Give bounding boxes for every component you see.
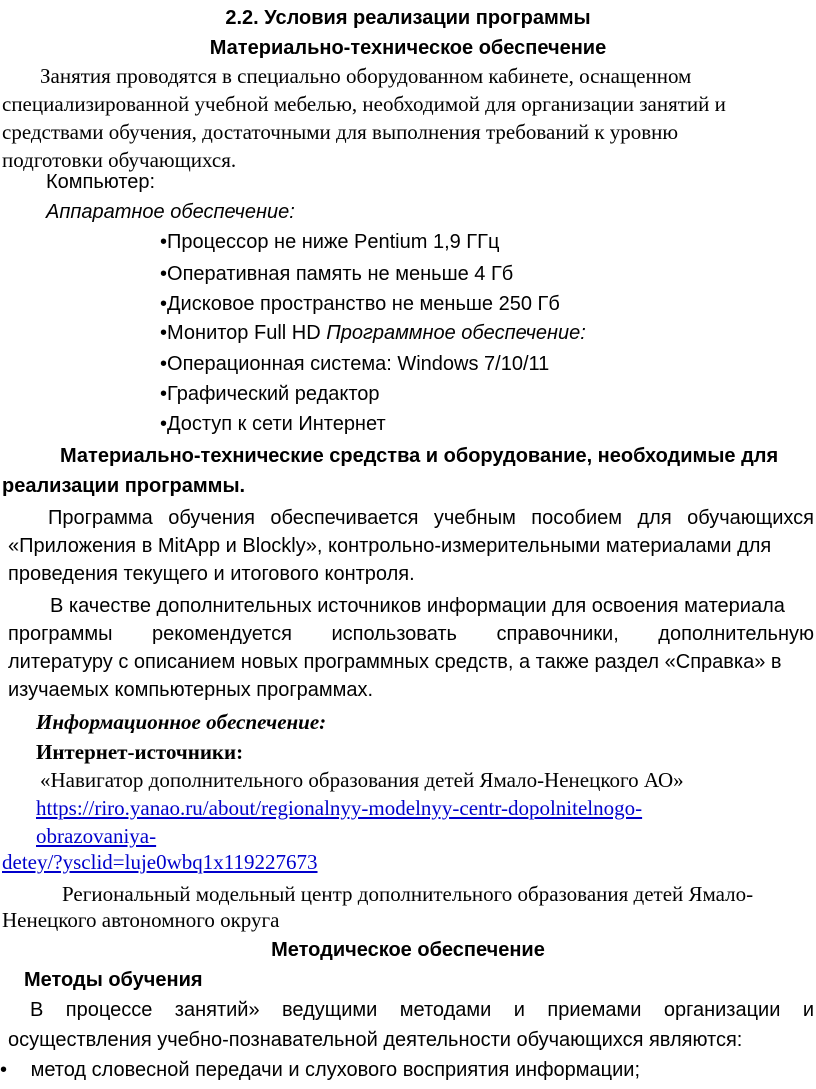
bullet-icon: • bbox=[160, 263, 168, 285]
hardware-label: Аппаратное обеспечение: bbox=[46, 201, 295, 223]
list-item: •Монитор Full HD Программное обеспечение: bbox=[160, 322, 586, 344]
internet-sources-label: Интернет-источники: bbox=[36, 740, 244, 764]
intro-line: Занятия проводятся в специально оборудованном кабинете, оснащенном bbox=[40, 64, 692, 88]
intro-line: средствами обучения, достаточными для выполнения требований к уровню bbox=[2, 120, 679, 144]
equipment-heading-cont: реализации программы. bbox=[2, 475, 246, 497]
regional-center-line: Региональный модельный центр дополнительного образования детей Ямало- bbox=[62, 882, 754, 906]
list-item: •Операционная система: Windows 7/10/11 bbox=[160, 353, 550, 375]
source-title: «Навигатор дополнительного образования детей Ямало-Ненецкого АО» bbox=[40, 768, 684, 792]
source-link[interactable]: https://riro.yanao.ru/about/regionalnyy-modelnyy-centr-dopolnitelnogo- bbox=[36, 796, 643, 820]
intro-line: подготовки обучающихся. bbox=[2, 148, 237, 172]
list-item: •Процессор не ниже Pentium 1,9 ГГц bbox=[160, 231, 500, 253]
source-link[interactable]: obrazovaniya- bbox=[36, 824, 157, 848]
bullet-icon: • bbox=[0, 1059, 8, 1081]
bullet-icon: • bbox=[160, 353, 168, 375]
list-item: •Оперативная память не меньше 4 Гб bbox=[160, 263, 514, 285]
list-item: •Доступ к сети Интернет bbox=[160, 413, 386, 435]
regional-center-line: Ненецкого автономного округа bbox=[2, 908, 280, 932]
methods-subheading: Методы обучения bbox=[24, 969, 203, 991]
methods-heading: Методическое обеспечение bbox=[271, 939, 545, 961]
equipment-para-line: В качестве дополнительных источников информации для освоения материала bbox=[50, 595, 785, 617]
bullet-icon: • bbox=[160, 413, 168, 435]
bullet-icon: • bbox=[160, 231, 168, 253]
methods-para-line: осуществления учебно-познавательной деятельности обучающихся являются: bbox=[8, 1029, 743, 1051]
software-label: Программное обеспечение: bbox=[326, 322, 586, 344]
list-item: • метод словесной передачи и слухового восприятия информации; bbox=[0, 1059, 641, 1081]
bullet-icon: • bbox=[160, 383, 168, 405]
bullet-icon: • bbox=[160, 293, 168, 315]
equipment-heading: Материально-технические средства и оборудование, необходимые для bbox=[60, 445, 779, 467]
list-item: •Графический редактор bbox=[160, 383, 380, 405]
computer-label: Компьютер: bbox=[46, 171, 156, 193]
methods-para-line: В процессе занятий» ведущими методами и приемами организации и bbox=[30, 999, 814, 1021]
equipment-para-line: проведения текущего и итогового контроля. bbox=[8, 563, 415, 585]
equipment-para-line: программы рекомендуется использовать справочники, дополнительную bbox=[8, 623, 814, 645]
source-link[interactable]: detey/?ysclid=luje0wbq1x119227673 bbox=[2, 850, 318, 874]
equipment-para-line: Программа обучения обеспечивается учебным пособием для обучающихся bbox=[48, 507, 814, 529]
intro-line: специализированной учебной мебелью, необходимой для организации занятий и bbox=[2, 92, 726, 116]
equipment-para-line: литературу с описанием новых программных средств, а также раздел «Справка» в bbox=[8, 651, 782, 673]
list-item: •Дисковое пространство не меньше 250 Гб bbox=[160, 293, 560, 315]
info-heading: Информационное обеспечение: bbox=[36, 710, 327, 734]
equipment-para-line: «Приложения в MitApp и Blockly», контрольно-измерительными материалами для bbox=[8, 535, 772, 557]
equipment-para-line: изучаемых компьютерных программах. bbox=[8, 679, 374, 701]
section-subtitle: Материально-техническое обеспечение bbox=[209, 37, 607, 59]
bullet-icon: • bbox=[160, 322, 168, 344]
section-title: 2.2. Условия реализации программы bbox=[225, 7, 591, 29]
